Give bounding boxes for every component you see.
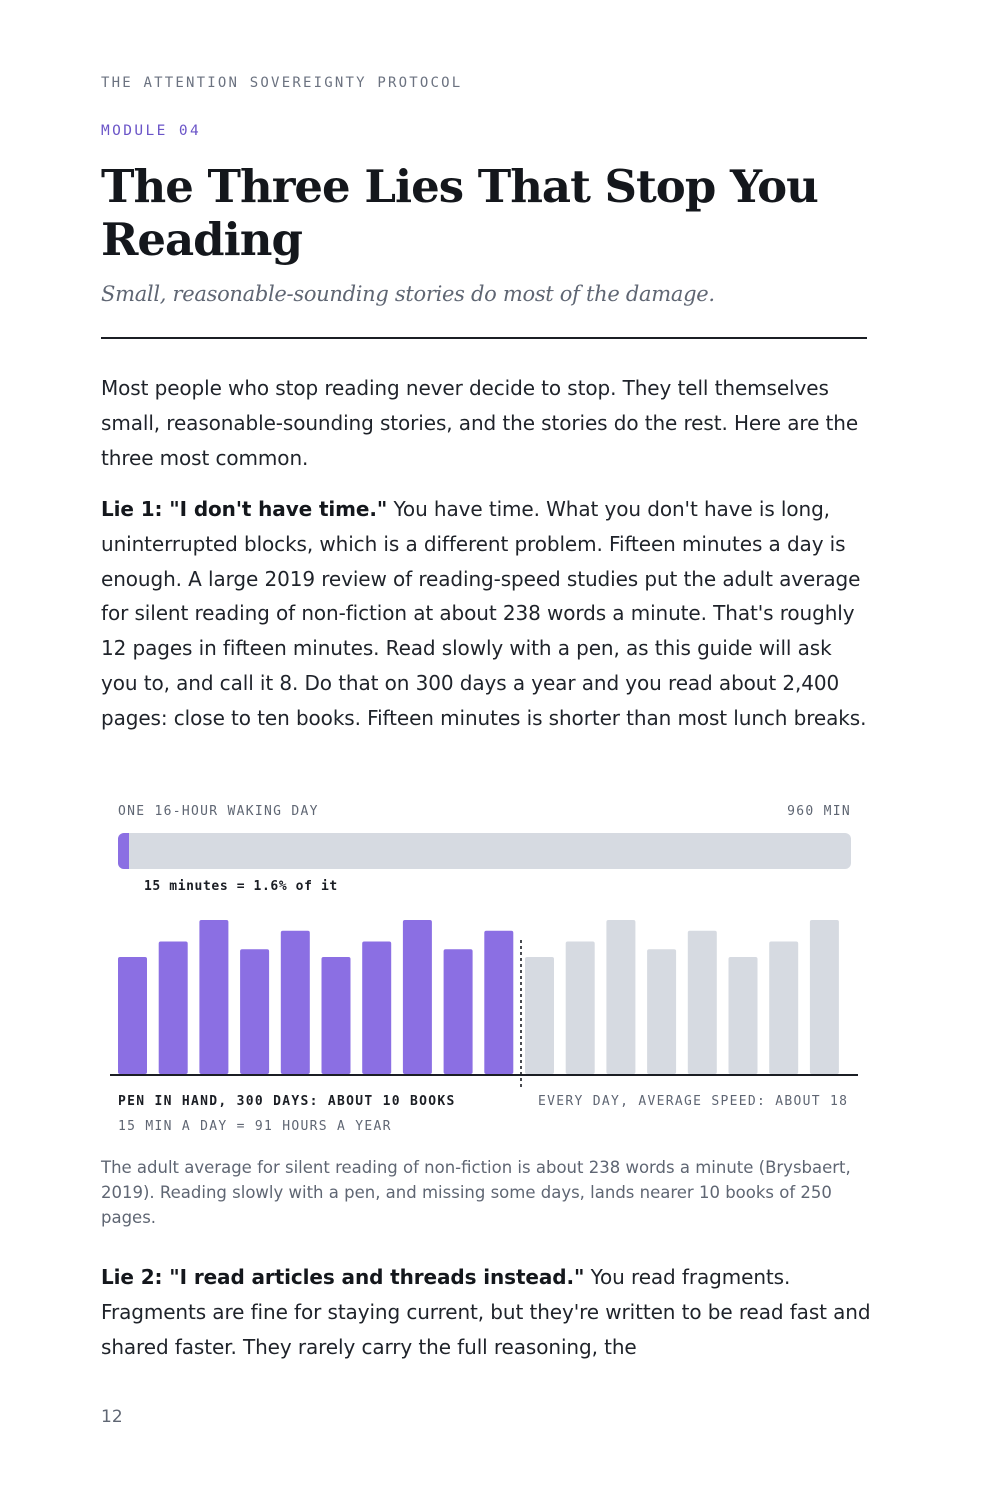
module-label: MODULE 04 xyxy=(101,123,202,139)
highlighted-bar xyxy=(281,931,310,1074)
highlighted-bar xyxy=(444,949,473,1074)
muted-bar xyxy=(688,931,717,1074)
page-number: 12 xyxy=(101,1407,123,1427)
highlighted-bar xyxy=(362,942,391,1074)
day-bar-track xyxy=(118,833,851,869)
lie1-paragraph xyxy=(101,492,871,736)
muted-bars-label: EVERY DAY, AVERAGE SPEED: ABOUT 18 xyxy=(538,1094,849,1109)
highlighted-bar xyxy=(322,957,351,1074)
title-rule xyxy=(101,337,867,339)
highlighted-bar xyxy=(118,957,147,1074)
muted-bar xyxy=(606,920,635,1074)
highlighted-bar xyxy=(403,920,432,1074)
day-total-label: 960 MIN xyxy=(787,804,851,819)
muted-bar xyxy=(647,949,676,1074)
muted-bar xyxy=(729,957,758,1074)
day-bar-fill xyxy=(118,833,129,869)
figure-caption: The adult average for silent reading of non-fiction is about 238 words a minute (Brysbaert, 2019). Reading slowly with a pen, and missing some days, lands nearer 10 books of 250 pages. xyxy=(101,1158,851,1227)
lie1-lead: Lie 1: "I don't have time." xyxy=(101,497,388,521)
highlighted-bars-sublabel: 15 MIN A DAY = 91 HOURS A YEAR xyxy=(118,1119,392,1134)
lie2-lead: Lie 2: "I read articles and threads instead." xyxy=(101,1265,585,1289)
day-bar-label: ONE 16-HOUR WAKING DAY xyxy=(118,804,319,819)
highlighted-bar xyxy=(199,920,228,1074)
intro-paragraph: Most people who stop reading never decide to stop. They tell themselves small, reasonable-sounding stories, and the stories do the rest. Here are the three most common. xyxy=(101,376,859,470)
day-bar-fill-caption: 15 minutes = 1.6% of it xyxy=(144,879,338,894)
lie2-text: You read fragments. Fragments are fine for staying current, but they're written to be read fast and shared faster. They rarely carry the full reasoning, the xyxy=(101,1265,871,1359)
muted-bar xyxy=(566,942,595,1074)
muted-bar xyxy=(525,957,554,1074)
muted-bar xyxy=(810,920,839,1074)
page-subtitle: Small, reasonable-sounding stories do most of the damage. xyxy=(101,282,715,306)
highlighted-bar xyxy=(484,931,513,1074)
running-head: THE ATTENTION SOVEREIGNTY PROTOCOL xyxy=(101,75,463,91)
muted-bar xyxy=(769,942,798,1074)
page-title: The Three Lies That Stop You Reading xyxy=(101,160,818,266)
highlighted-bar xyxy=(159,942,188,1074)
lie2-paragraph xyxy=(101,1260,871,1364)
highlighted-bar xyxy=(240,949,269,1074)
highlighted-bars-label: PEN IN HAND, 300 DAYS: ABOUT 10 BOOKS xyxy=(118,1094,456,1109)
lie1-text: You have time. What you don't have is long, uninterrupted blocks, which is a different problem. Fifteen minutes a day is enough. A large 2019 review of reading-speed studies put the adult average for silent reading of non-fiction at about 238 words a minute. That's roughly 12 pages in fifteen minutes. Read slowly with a pen, as this guide will ask you to, and call it 8. Do that on 300 days a year and you read about 2,400 pages: close to ten books. Fifteen minutes is shorter than most lunch breaks. xyxy=(101,497,867,730)
